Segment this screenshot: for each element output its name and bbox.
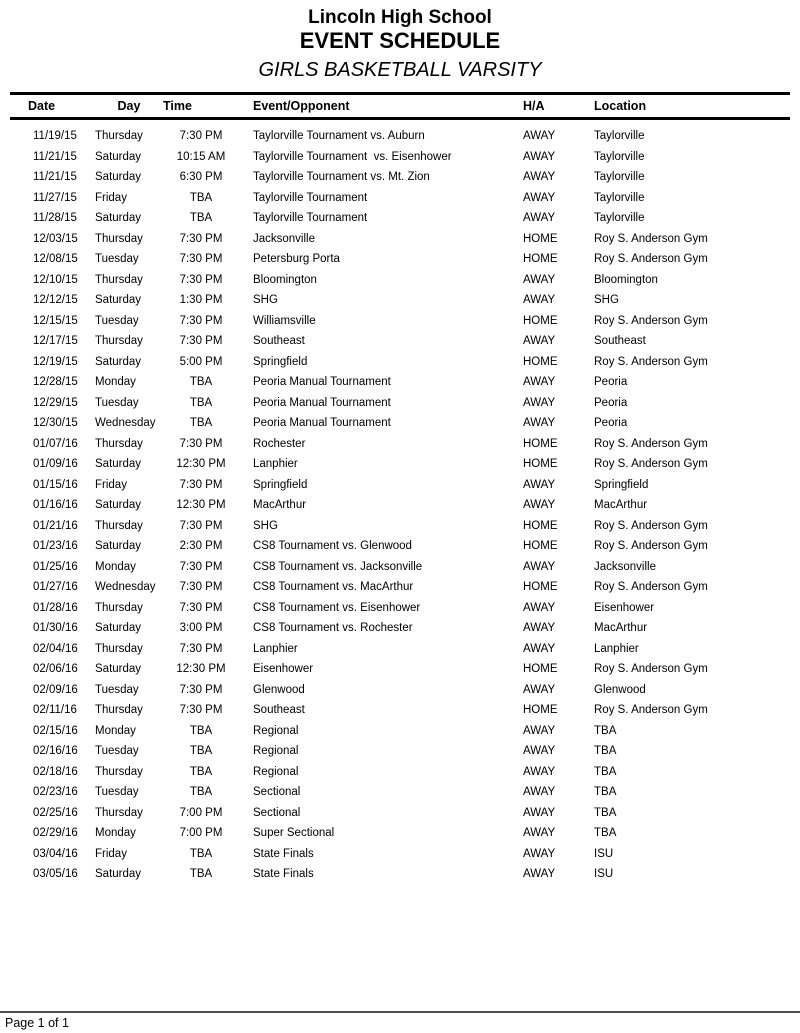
cell-location: Bloomington [594,273,658,286]
cell-day: Monday [95,724,136,737]
cell-date: 01/28/16 [33,601,78,614]
cell-location: Springfield [594,478,649,491]
cell-time: TBA [189,724,213,737]
cell-day: Thursday [95,765,143,778]
table-row [12,126,788,147]
table-row [12,311,788,332]
cell-ha: AWAY [523,786,556,798]
table-row [12,331,788,352]
cell-day: Tuesday [95,253,139,265]
cell-day: Saturday [95,171,142,183]
cell-event: CS8 Tournament vs. Glenwood [253,540,412,552]
cell-location: Roy S. Anderson Gym [594,663,708,675]
cell-event: Super Sectional [253,827,335,839]
table-row [12,393,788,414]
table-row [12,782,788,803]
table-row [12,372,788,393]
cell-ha: AWAY [523,294,556,306]
cell-event: State Finals [253,847,314,860]
cell-ha: HOME [523,540,558,552]
cell-time: TBA [189,765,213,778]
cell-location: Roy S. Anderson Gym [594,519,708,532]
cell-event: SHG [253,519,278,532]
cell-ha: AWAY [523,642,556,655]
cell-date: 01/27/16 [33,581,78,593]
cell-location: Eisenhower [594,601,655,614]
cell-event: Glenwood [253,683,305,696]
cell-date: 02/16/16 [33,745,78,757]
table-row [12,229,788,250]
cell-time: TBA [189,786,213,798]
table-row [12,208,788,229]
table-row [12,659,788,680]
cell-location: TBA [594,765,617,778]
table-row [12,536,788,557]
cell-ha: AWAY [523,683,556,696]
cell-date: 12/30/15 [33,417,78,429]
cell-date: 12/12/15 [33,294,78,306]
cell-day: Thursday [95,232,143,245]
cell-event: Southeast [253,704,305,716]
cell-location: Lanphier [594,642,639,655]
cell-date: 03/05/16 [33,868,78,880]
table-row [12,762,788,783]
cell-ha: AWAY [523,765,556,778]
cell-event: CS8 Tournament vs. Rochester [253,622,413,634]
cell-event: Jacksonville [253,232,315,245]
cell-day: Saturday [95,150,142,163]
cell-ha: HOME [523,437,558,450]
cell-location: MacArthur [594,622,648,634]
cell-ha: AWAY [523,827,556,839]
cell-event: Bloomington [253,273,317,286]
cell-time: 7:30 PM [179,581,223,593]
cell-time: 5:00 PM [179,355,223,368]
cell-event: Lanphier [253,642,298,655]
cell-event: Peoria Manual Tournament [253,396,391,409]
cell-day: Tuesday [95,683,139,696]
cell-time: 3:00 PM [179,622,223,634]
cell-date: 11/19/15 [33,130,77,142]
cell-ha: AWAY [523,806,556,819]
cell-date: 01/16/16 [33,499,78,511]
cell-day: Friday [95,847,127,860]
cell-event: Peoria Manual Tournament [253,417,391,429]
cell-ha: HOME [523,581,558,593]
cell-day: Saturday [95,355,142,368]
cell-location: Southeast [594,335,646,347]
cell-event: Williamsville [253,314,316,327]
cell-date: 02/09/16 [33,683,78,696]
table-row [12,721,788,742]
cell-location: Taylorville [594,150,645,163]
cell-date: 11/27/15 [33,191,77,204]
cell-location: ISU [594,847,614,860]
column-header-time: Time [163,99,192,113]
cell-ha: HOME [523,663,558,675]
cell-location: TBA [594,827,617,839]
cell-date: 01/07/16 [33,437,78,450]
table-header-rule [10,117,790,120]
table-row [12,803,788,824]
cell-location: Taylorville [594,212,645,224]
cell-location: Roy S. Anderson Gym [594,704,708,716]
cell-location: Roy S. Anderson Gym [594,437,708,450]
cell-event: CS8 Tournament vs. MacArthur [253,581,414,593]
cell-ha: AWAY [523,478,556,491]
cell-ha: AWAY [523,417,556,429]
cell-event: Sectional [253,786,301,798]
cell-date: 12/17/15 [33,335,78,347]
cell-day: Saturday [95,294,142,306]
cell-event: Springfield [253,478,308,491]
cell-location: Roy S. Anderson Gym [594,355,708,368]
cell-time: TBA [189,212,213,224]
cell-time: 12:30 PM [176,663,226,675]
cell-location: Jacksonville [594,560,656,573]
cell-time: TBA [189,396,213,409]
table-row [12,598,788,619]
cell-event: Taylorville Tournament vs. Mt. Zion [253,171,430,183]
cell-day: Wednesday [95,417,156,429]
cell-time: 7:30 PM [179,642,223,655]
cell-location: TBA [594,724,617,737]
cell-date: 11/21/15 [33,150,77,163]
cell-location: Taylorville [594,130,645,142]
cell-time: 7:30 PM [179,519,223,532]
table-row [12,434,788,455]
cell-location: Roy S. Anderson Gym [594,458,708,470]
cell-date: 12/10/15 [33,273,78,286]
page-number-label: Page 1 of 1 [5,1016,69,1030]
cell-time: 12:30 PM [176,458,226,470]
cell-event: MacArthur [253,499,307,511]
table-row [12,680,788,701]
cell-time: 2:30 PM [179,540,223,552]
cell-event: Peoria Manual Tournament [253,376,391,388]
cell-time: 7:30 PM [179,273,223,286]
cell-day: Thursday [95,519,143,532]
table-row [12,741,788,762]
cell-ha: AWAY [523,191,556,204]
cell-day: Saturday [95,622,142,634]
table-row [12,290,788,311]
cell-day: Friday [95,478,127,491]
cell-ha: AWAY [523,396,556,409]
cell-ha: AWAY [523,847,556,860]
cell-day: Tuesday [95,786,139,798]
cell-day: Thursday [95,806,143,819]
cell-ha: AWAY [523,171,556,183]
cell-ha: HOME [523,355,558,368]
table-row [12,270,788,291]
cell-event: Eisenhower [253,663,314,675]
cell-event: Springfield [253,355,308,368]
cell-location: Peoria [594,396,628,409]
cell-date: 02/04/16 [33,642,78,655]
cell-location: MacArthur [594,499,648,511]
cell-date: 01/30/16 [33,622,78,634]
cell-date: 01/25/16 [33,560,78,573]
cell-ha: HOME [523,458,558,470]
cell-day: Thursday [95,437,143,450]
cell-date: 02/06/16 [33,663,78,675]
cell-location: Roy S. Anderson Gym [594,581,708,593]
cell-day: Monday [95,827,136,839]
cell-time: 7:30 PM [179,683,223,696]
cell-ha: AWAY [523,499,556,511]
cell-ha: AWAY [523,724,556,737]
cell-date: 12/03/15 [33,232,78,245]
cell-date: 02/29/16 [33,827,78,839]
cell-date: 12/29/15 [33,396,78,409]
cell-event: Regional [253,745,299,757]
cell-time: 7:30 PM [179,335,223,347]
cell-location: Taylorville [594,171,645,183]
cell-time: 7:30 PM [179,232,223,245]
column-header-date: Date [28,99,56,113]
table-row [12,147,788,168]
cell-day: Thursday [95,642,143,655]
cell-ha: AWAY [523,130,556,142]
cell-date: 02/11/16 [33,704,77,716]
table-row [12,167,788,188]
cell-location: Roy S. Anderson Gym [594,314,708,327]
cell-location: TBA [594,786,617,798]
cell-location: Peoria [594,376,628,388]
column-header-event-opponent: Event/Opponent [253,99,350,113]
cell-ha: HOME [523,314,558,327]
cell-event: Sectional [253,806,301,819]
cell-time: 7:00 PM [179,827,223,839]
table-row [12,495,788,516]
cell-day: Monday [95,560,136,573]
cell-ha: AWAY [523,376,556,388]
cell-time: 7:30 PM [179,704,223,716]
cell-ha: AWAY [523,150,556,163]
cell-date: 11/21/15 [33,171,77,183]
cell-event: Southeast [253,335,305,347]
cell-date: 12/19/15 [33,355,78,368]
footer-rule [0,1011,800,1013]
table-row [12,618,788,639]
cell-time: TBA [189,745,213,757]
cell-event: Regional [253,765,299,778]
cell-date: 12/28/15 [33,376,78,388]
cell-ha: HOME [523,253,558,265]
cell-location: ISU [594,868,614,880]
cell-date: 01/15/16 [33,478,78,491]
cell-time: TBA [189,868,213,880]
cell-day: Saturday [95,458,142,470]
cell-date: 01/09/16 [33,458,78,470]
cell-time: 7:30 PM [179,314,223,327]
cell-day: Tuesday [95,745,139,757]
cell-day: Wednesday [95,581,156,593]
cell-date: 02/23/16 [33,786,78,798]
table-row [12,844,788,865]
cell-day: Tuesday [95,314,139,327]
cell-event: CS8 Tournament vs. Eisenhower [253,601,421,614]
cell-date: 02/15/16 [33,724,78,737]
cell-event: CS8 Tournament vs. Jacksonville [253,560,423,573]
cell-day: Thursday [95,601,143,614]
cell-date: 11/28/15 [33,212,77,224]
cell-day: Saturday [95,499,142,511]
cell-ha: AWAY [523,868,556,880]
cell-location: Roy S. Anderson Gym [594,540,708,552]
cell-time: TBA [189,417,213,429]
column-header-day: Day [117,99,141,113]
school-name: Lincoln High School [308,7,492,28]
cell-date: 12/15/15 [33,314,78,327]
cell-time: 7:30 PM [179,478,223,491]
table-row [12,475,788,496]
table-row [12,454,788,475]
table-row [12,639,788,660]
cell-ha: AWAY [523,745,556,757]
cell-time: TBA [189,191,213,204]
cell-day: Monday [95,376,136,388]
cell-ha: AWAY [523,560,556,573]
cell-time: 10:15 AM [176,150,226,163]
cell-day: Thursday [95,335,143,347]
cell-ha: HOME [523,704,558,716]
cell-location: Peoria [594,417,628,429]
cell-location: Roy S. Anderson Gym [594,232,708,245]
cell-date: 01/21/16 [33,519,78,532]
cell-event: Regional [253,724,299,737]
cell-location: Glenwood [594,683,646,696]
cell-ha: AWAY [523,335,556,347]
cell-event: Taylorville Tournament [253,191,368,204]
cell-location: TBA [594,806,617,819]
cell-day: Tuesday [95,396,139,409]
cell-date: 03/04/16 [33,847,78,860]
cell-time: TBA [189,847,213,860]
cell-time: TBA [189,376,213,388]
table-top-rule [10,92,790,95]
cell-day: Thursday [95,130,143,142]
cell-time: 7:30 PM [179,560,223,573]
table-row [12,516,788,537]
table-row [12,249,788,270]
cell-ha: AWAY [523,622,556,634]
cell-time: 6:30 PM [179,171,223,183]
table-row [12,864,788,885]
cell-date: 02/18/16 [33,765,78,778]
table-row [12,577,788,598]
cell-day: Saturday [95,868,142,880]
table-row [12,700,788,721]
cell-event: Taylorville Tournament vs. Eisenhower [253,150,452,163]
cell-day: Friday [95,191,127,204]
cell-day: Thursday [95,273,143,286]
cell-event: SHG [253,294,278,306]
cell-location: TBA [594,745,617,757]
table-row [12,188,788,209]
table-row [12,823,788,844]
cell-ha: HOME [523,232,558,245]
cell-date: 12/08/15 [33,253,78,265]
cell-location: Taylorville [594,191,645,204]
cell-time: 12:30 PM [176,499,226,511]
table-row [12,413,788,434]
cell-day: Saturday [95,212,142,224]
cell-time: 7:30 PM [179,130,223,142]
cell-ha: AWAY [523,601,556,614]
cell-time: 7:30 PM [179,253,223,265]
cell-event: Petersburg Porta [253,253,340,265]
cell-event: Taylorville Tournament vs. Auburn [253,130,425,142]
cell-date: 01/23/16 [33,540,78,552]
cell-time: 7:00 PM [179,806,223,819]
schedule-table-header [12,97,788,115]
cell-event: State Finals [253,868,314,880]
cell-ha: AWAY [523,212,556,224]
document-subtitle: GIRLS BASKETBALL VARSITY [258,59,542,81]
cell-event: Lanphier [253,458,298,470]
table-row [12,557,788,578]
cell-day: Saturday [95,663,142,675]
cell-ha: HOME [523,519,558,532]
cell-event: Rochester [253,437,306,450]
cell-ha: AWAY [523,273,556,286]
schedule-table-body [12,126,788,885]
cell-day: Saturday [95,540,142,552]
column-header-location: Location [594,99,647,113]
cell-time: 1:30 PM [179,294,223,306]
cell-location: SHG [594,294,619,306]
table-row [12,352,788,373]
cell-location: Roy S. Anderson Gym [594,253,708,265]
cell-day: Thursday [95,704,143,716]
document-title: EVENT SCHEDULE [299,28,501,53]
cell-time: 7:30 PM [179,437,223,450]
column-header-home-away: H/A [523,99,545,113]
cell-event: Taylorville Tournament [253,212,368,224]
cell-date: 02/25/16 [33,806,78,819]
cell-time: 7:30 PM [179,601,223,614]
